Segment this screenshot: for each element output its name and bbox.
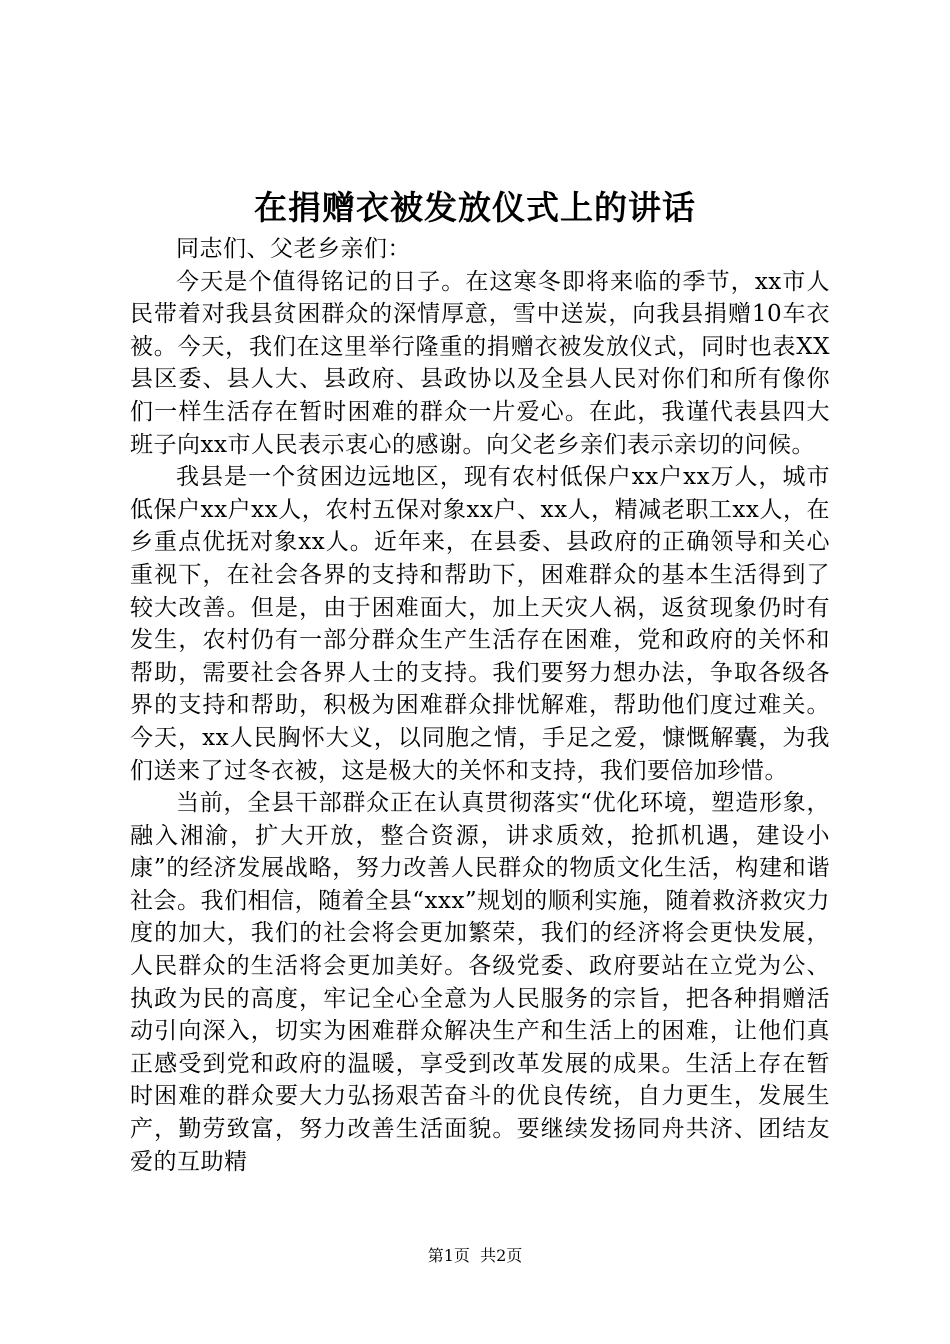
paragraph-3: 当前，全县干部群众正在认真贯彻落实“优化环境，塑造形象，融入湘渝，扩大开放，整合资源，讲求质效，抢抓机遇，建设小康”的经济发展战略，努力改善人民群众的物质文化生活，构建和谐社会。我们相信，随着全县“xxx”规划的顺利实施，随着救济救灾力度的加大，我们的社会将会更加繁荣，我们的经济将会更快发展，人民群众的生活将会更加美好。各级党委、政府要站在立党为公、执政为民的高度，牢记全心全意为人民服务的宗旨，把各种捐赠活动引向深入，切实为困难群众解决生产和生活上的困难，让他们真正感受到党和政府的温暖，享受到改革发展的成果。生活上存在暂时困难的群众要大力弘扬艰苦奋斗的优良传统，自力更生，发展生产，勤劳致富，努力改善生活面貌。要继续发扬同舟共济、团结友爱的互助精 <box>130 790 830 1175</box>
page-footer <box>0 1244 950 1268</box>
paragraph-1: 今天是个值得铭记的日子。在这寒冬即将来临的季节，xx市人民带着对我县贫困群众的深情厚意，雪中送炭，向我县捐赠10车衣被。今天，我们在这里举行隆重的捐赠衣被发放仪式，同时也表XX县区委、县人大、县政府、县政协以及全县人民对你们和所有像你们一样生活存在暂时困难的群众一片爱心。在此，我谨代表县四大班子向xx市人民表示衷心的感谢。向父老乡亲们表示亲切的问候。 <box>130 268 830 458</box>
document-body <box>130 233 830 1178</box>
page-number: 第1页 <box>427 1246 470 1265</box>
footer-spacer <box>470 1246 480 1265</box>
page-total: 共2页 <box>480 1246 523 1265</box>
document-title: 在捐赠衣被发放仪式上的讲话 <box>254 188 696 227</box>
paragraph-2: 我县是一个贫困边远地区，现有农村低保户xx户xx万人，城市低保户xx户xx人，农村五保对象xx户、xx人，精减老职工xx人，在乡重点优抚对象xx人。近年来，在县委、县政府的正确领导和关心重视下，在社会各界的支持和帮助下，困难群众的基本生活得到了较大改善。但是，由于困难面大，加上天灾人祸，返贫现象仍时有发生，农村仍有一部分群众生产生活存在困难，党和政府的关怀和帮助，需要社会各界人士的支持。我们要努力想办法，争取各级各界的支持和帮助，积极为困难群众排忧解难，帮助他们度过难关。今天，xx人民胸怀大义，以同胞之情，手足之爱，慷慨解囊，为我们送来了过冬衣被，这是极大的关怀和支持，我们要倍加珍惜。 <box>130 464 830 784</box>
salutation: 同志们、父老乡亲们： <box>176 236 411 262</box>
